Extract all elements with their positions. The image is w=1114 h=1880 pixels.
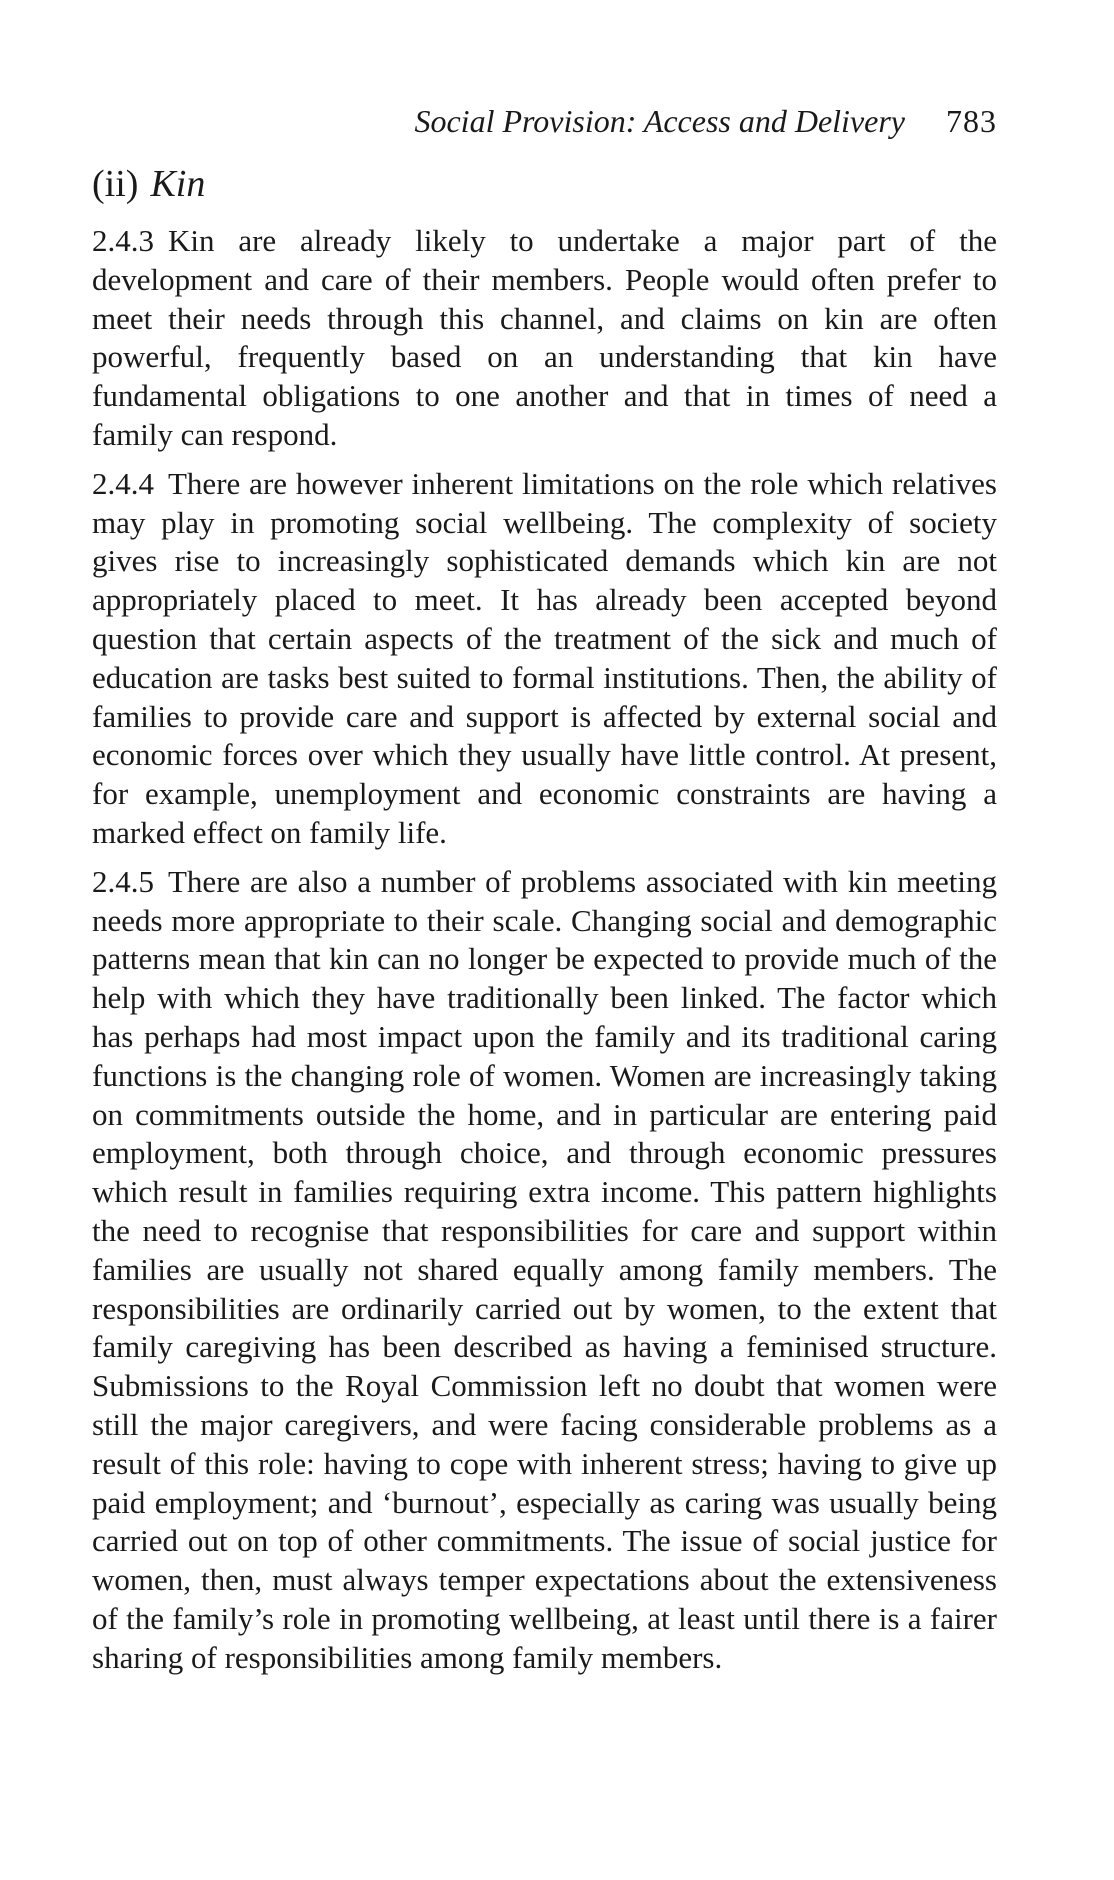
paragraph-number: 2.4.3 (92, 223, 154, 258)
paragraph-text: Kin are already likely to undertake a major part of the development and care of their members. People would often prefer to meet their needs through this channel, and claims on kin are often powerful, frequently based on an understanding that kin have fundamental obligations to one another and that in times of need a family can respond. (92, 223, 997, 452)
page-number: 783 (946, 103, 997, 139)
paragraph-number: 2.4.4 (92, 465, 154, 501)
paragraph-2-4-5 (92, 863, 997, 1678)
body-text (92, 222, 997, 1687)
paragraph-number: 2.4.5 (92, 863, 154, 899)
paragraph-2-4-4 (92, 465, 997, 853)
running-head (92, 96, 997, 146)
paragraph-2-4-3 (92, 222, 997, 455)
section-heading (92, 160, 205, 208)
section-number: (ii) (92, 163, 139, 205)
section-title: Kin (150, 163, 206, 205)
paragraph-text: There are however inherent limitations on the role which relatives may play in promoting social wellbeing. The complexity of society gives rise to increasingly sophisticated demands which kin are not appropriately placed to meet. It has already been accepted beyond question that certain aspects of the treatment of the sick and much of education are tasks best suited to formal institutions. Then, the ability of families to provide care and support is affected by external social and economic forces over which they usually have little control. At present, for example, unemployment and economic constraints are having a marked effect on family life. (92, 465, 997, 850)
paragraph-text: There are also a number of problems associated with kin meeting needs more appropriate to their scale. Changing social and demographic patterns mean that kin can no longer be expected to provide much of the help with which they have traditionally been linked. The factor which has perhaps had most impact upon the family and its traditional caring functions is the changing role of women. Women are increasingly taking on commitments outside the home, and in particular are entering paid employment, both through choice, and through economic pressures which result in families requiring extra income. This pattern highlights the need to recognise that responsibilities for care and support within families are usually not shared equally among family members. The responsibilities are ordinarily carried out by women, to the extent that family caregiving has been described as having a feminised structure. Submissions to the Royal Commission left no doubt that women were still the major caregivers, and were facing considerable problems as a result of this role: having to cope with inherent stress; having to give up paid employment; and ‘burnout’, especially as caring was usually being carried out on top of other commitments. The issue of social justice for women, then, must always temper expectations about the extensiveness of the family’s role in promoting wellbeing, at least until there is a fairer sharing of responsibilities among family members. (92, 863, 997, 1675)
running-title: Social Provision: Access and Delivery (414, 103, 905, 139)
